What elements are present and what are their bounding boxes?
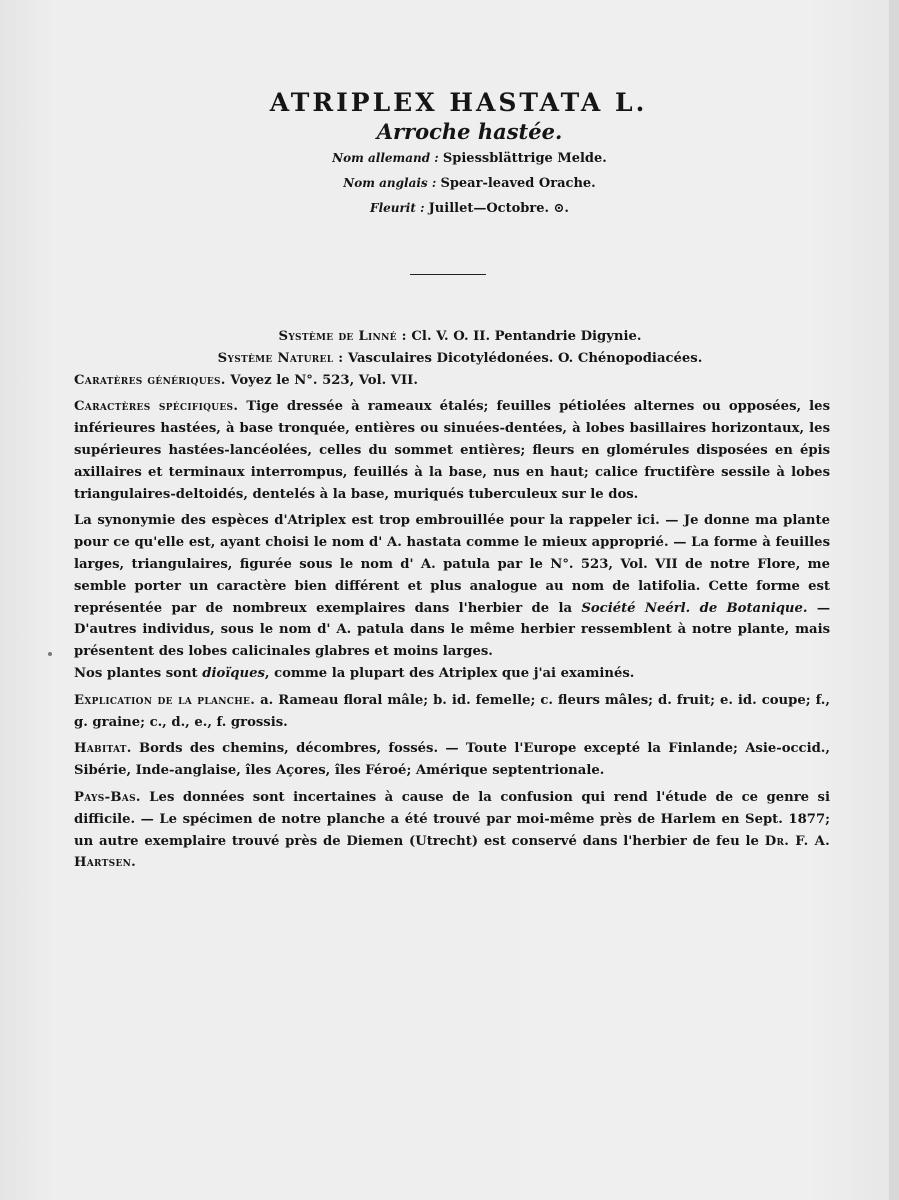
- specific-characters: [74, 396, 830, 505]
- margin-dot: [48, 652, 52, 656]
- synonymy-text-1: La synonymie des espèces d'Atriplex est trop embrouillée pour la rappeler ici. — Je donne ma plante pour ce qu'elle est, ayant choisi le nom d' A. hastata comme le mieux approprié. — La forme à feuilles larges, triangulaires, figurée sous le nom d' A. patula par le N°. 523, Vol. VII de notre Flore, me semble porter un caractère bien différent et plus analogue au nom de latifolia. Cette forme est représentée par de nombreux exemplaires dans l'herbier de la: [74, 513, 830, 616]
- generic-text: Voyez le N°. 523, Vol. VII.: [225, 372, 418, 388]
- english-name-value: Spear-leaved Orache.: [440, 176, 596, 191]
- page-title: ATRIPLEX HASTATA L.: [269, 88, 648, 117]
- plate-text: a. Rameau floral mâle; b. id. femelle; c. fleurs mâles; d. fruit; e. id. coupe; f., g. graine; c., d., e., f. grossis.: [74, 692, 830, 730]
- generic-characters: [74, 370, 830, 392]
- divider-rule: [410, 274, 486, 275]
- dioecy-text-2: , comme la plupart des Atriplex que j'ai examinés.: [264, 665, 635, 681]
- page-subtitle: Arroche hastée.: [376, 119, 563, 144]
- dioecy-paragraph: [74, 663, 830, 685]
- flowering-value: Juillet—Octobre. ⊙.: [428, 201, 569, 216]
- german-name-label: Nom allemand :: [332, 151, 439, 165]
- habitat-text: Bords des chemins, décombres, fossés. — Toute l'Europe excepté la Finlande; Asie-occid., Sibérie, Inde-anglaise, îles Açores, îles Féroé; Amérique septentrionale.: [74, 741, 830, 779]
- german-name-line: [0, 146, 899, 171]
- netherlands-author: Dr. F. A. Hartsen.: [74, 833, 830, 871]
- specific-label: Caractères spécifiques.: [74, 399, 239, 415]
- netherlands-paragraph: [74, 787, 830, 874]
- linne-line: [74, 326, 830, 348]
- specific-text: Tige dressée à rameaux étalés; feuilles pétiolées alternes ou opposées, les inférieures hastées, à base tronquée, entières ou sinuées-dentées, à lobes basillaires horizontaux, les supérieures hastées-lancéolées, celles du sommet entières; fleurs en glomérules disposées en épis axillaires et terminaux interrompus, feuillés à la base, nus en haut; calice fructifère sessile à lobes triangulaires-deltoidés, dentelés à la base, muriqués tuberculeux sur le dos.: [74, 399, 830, 502]
- flowering-line: [0, 196, 899, 221]
- naturel-line: [74, 348, 830, 370]
- english-name-line: [0, 171, 899, 196]
- generic-label: Caratères génériques.: [74, 372, 226, 388]
- habitat-label: Habitat.: [74, 741, 132, 757]
- description-body: [74, 326, 830, 874]
- header: [0, 88, 899, 221]
- habitat-paragraph: [74, 738, 830, 782]
- naturel-text: Vasculaires Dicotylédonées. O. Chénopodiacées.: [343, 350, 703, 366]
- german-name-value: Spiessblättrige Melde.: [442, 151, 607, 166]
- dioecy-text-1: Nos plantes sont: [74, 665, 203, 681]
- naturel-label: Système Naturel :: [217, 350, 344, 366]
- linne-text: Cl. V. O. II. Pentandrie Digynie.: [406, 329, 642, 344]
- netherlands-label: Pays-Bas.: [74, 789, 141, 805]
- synonymy-text-2: — D'autres individus, sous le nom d' A. patula dans le même herbier ressemblent à notre plante, mais présentent des lobes calicinales glabres et moins larges.: [74, 600, 831, 660]
- flowering-label: Fleurit :: [370, 201, 425, 215]
- dioecy-italic: dioïques: [202, 665, 265, 681]
- netherlands-text: Les données sont incertaines à cause de la confusion qui rend l'étude de ce genre si difficile. — Le spécimen de notre planche a été trouvé par moi-même près de Harlem en Sept. 1877; un autre exemplaire trouvé près de Diemen (Utrecht) est conservé dans l'herbier de feu le: [74, 789, 830, 849]
- synonymy-society: Société Neérl. de Botanique.: [581, 600, 808, 616]
- english-name-label: Nom anglais :: [343, 176, 437, 190]
- plate-explanation: [74, 690, 830, 734]
- plate-label: Explication de la planche.: [74, 692, 256, 708]
- synonymy-paragraph: [74, 510, 830, 663]
- linne-label: Système de Linné :: [278, 329, 407, 344]
